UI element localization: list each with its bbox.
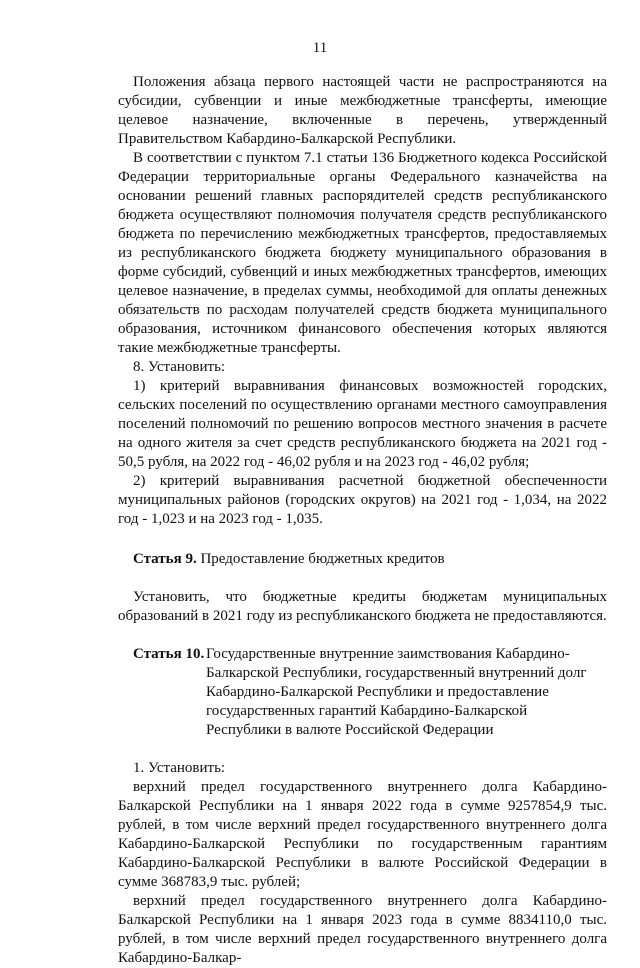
article-10-title-line: государственных гарантий Кабардино-Балкарской <box>206 703 528 719</box>
article-10-title-line: Республики в валюте Российской Федерации <box>206 722 494 738</box>
article-10-debt-limit-2022: верхний предел государственного внутреннего долга Кабардино-Балкарской Республики на 1 января 2022 года в сумме 9257854,9 тыс. рублей, в том числе верхний предел государственного внутреннего долга Кабардино-Балкарской Республики по государственным гарантиям Кабардино-Балкарской Республики в валюте Российской Федерации в сумме 368783,9 тыс. рублей; <box>118 779 607 890</box>
paragraph-item-8: 8. Установить: <box>133 359 226 375</box>
document-body <box>118 73 607 968</box>
article-9-label: Статья 9. <box>133 551 197 567</box>
article-9-text: Установить, что бюджетные кредиты бюджетам муниципальных образований в 2021 году из республиканского бюджета не предоставляются. <box>118 589 607 624</box>
paragraph-criterion-settlements: 1) критерий выравнивания финансовых возможностей городских, сельских поселений по осуществлению органами местного самоуправления поселений полномочий по решению вопросов местного значения в расчете на одного жителя за счет средств республиканского бюджета на 2021 год - 50,5 рубля, на 2022 год - 46,02 рубля и на 2023 год - 46,02 рубля; <box>118 378 607 470</box>
article-9-heading <box>118 550 607 569</box>
article-10-title-line: Государственные внутренние заимствования Кабардино- <box>206 646 570 662</box>
paragraph-criterion-districts: 2) критерий выравнивания расчетной бюджетной обеспеченности муниципальных районов (городских округов) на 2021 год - 1,034, на 2022 год - 1,023 и на 2023 год - 1,035. <box>118 473 607 527</box>
paragraph-subsidies-exception: Положения абзаца первого настоящей части не распространяются на субсидии, субвенции и иные межбюджетные трансферты, имеющие целевое назначение, включенные в перечень, утвержденный Правительством Кабардино-Балкарской Республики. <box>118 74 607 147</box>
article-10-title-line: Балкарской Республики, государственный внутренний долг <box>206 665 587 681</box>
page-number: 11 <box>312 40 328 56</box>
article-10-title-line: Кабардино-Балкарской Республики и предоставление <box>206 684 549 700</box>
article-10-debt-limit-2023: верхний предел государственного внутреннего долга Кабардино-Балкарской Республики на 1 января 2023 года в сумме 8834110,0 тыс. рублей, в том числе верхний предел государственного внутреннего долга Кабардино-Балкар- <box>118 893 607 966</box>
article-10-label: Статья 10. <box>133 646 205 662</box>
article-9-title: Предоставление бюджетных кредитов <box>200 551 445 567</box>
article-10-heading <box>118 645 607 740</box>
paragraph-treasury-authority: В соответствии с пунктом 7.1 статьи 136 Бюджетного кодекса Российской Федерации территориальные органы Федерального казначейства на основании решений главных распорядителей средств республиканского бюджета осуществляют полномочия получателя средств республиканского бюджета по перечислению межбюджетных трансфертов, предоставляемых из республиканского бюджета бюджету муниципального образования в форме субсидий, субвенций и иных межбюджетных трансфертов, имеющих целевое назначение, в пределах суммы, необходимой для оплаты денежных обязательств по расходам получателей средств бюджета муниципального образования, источником финансового обеспечения которых являются такие межбюджетные трансферты. <box>118 150 607 356</box>
article-10-item-1: 1. Установить: <box>133 760 226 776</box>
